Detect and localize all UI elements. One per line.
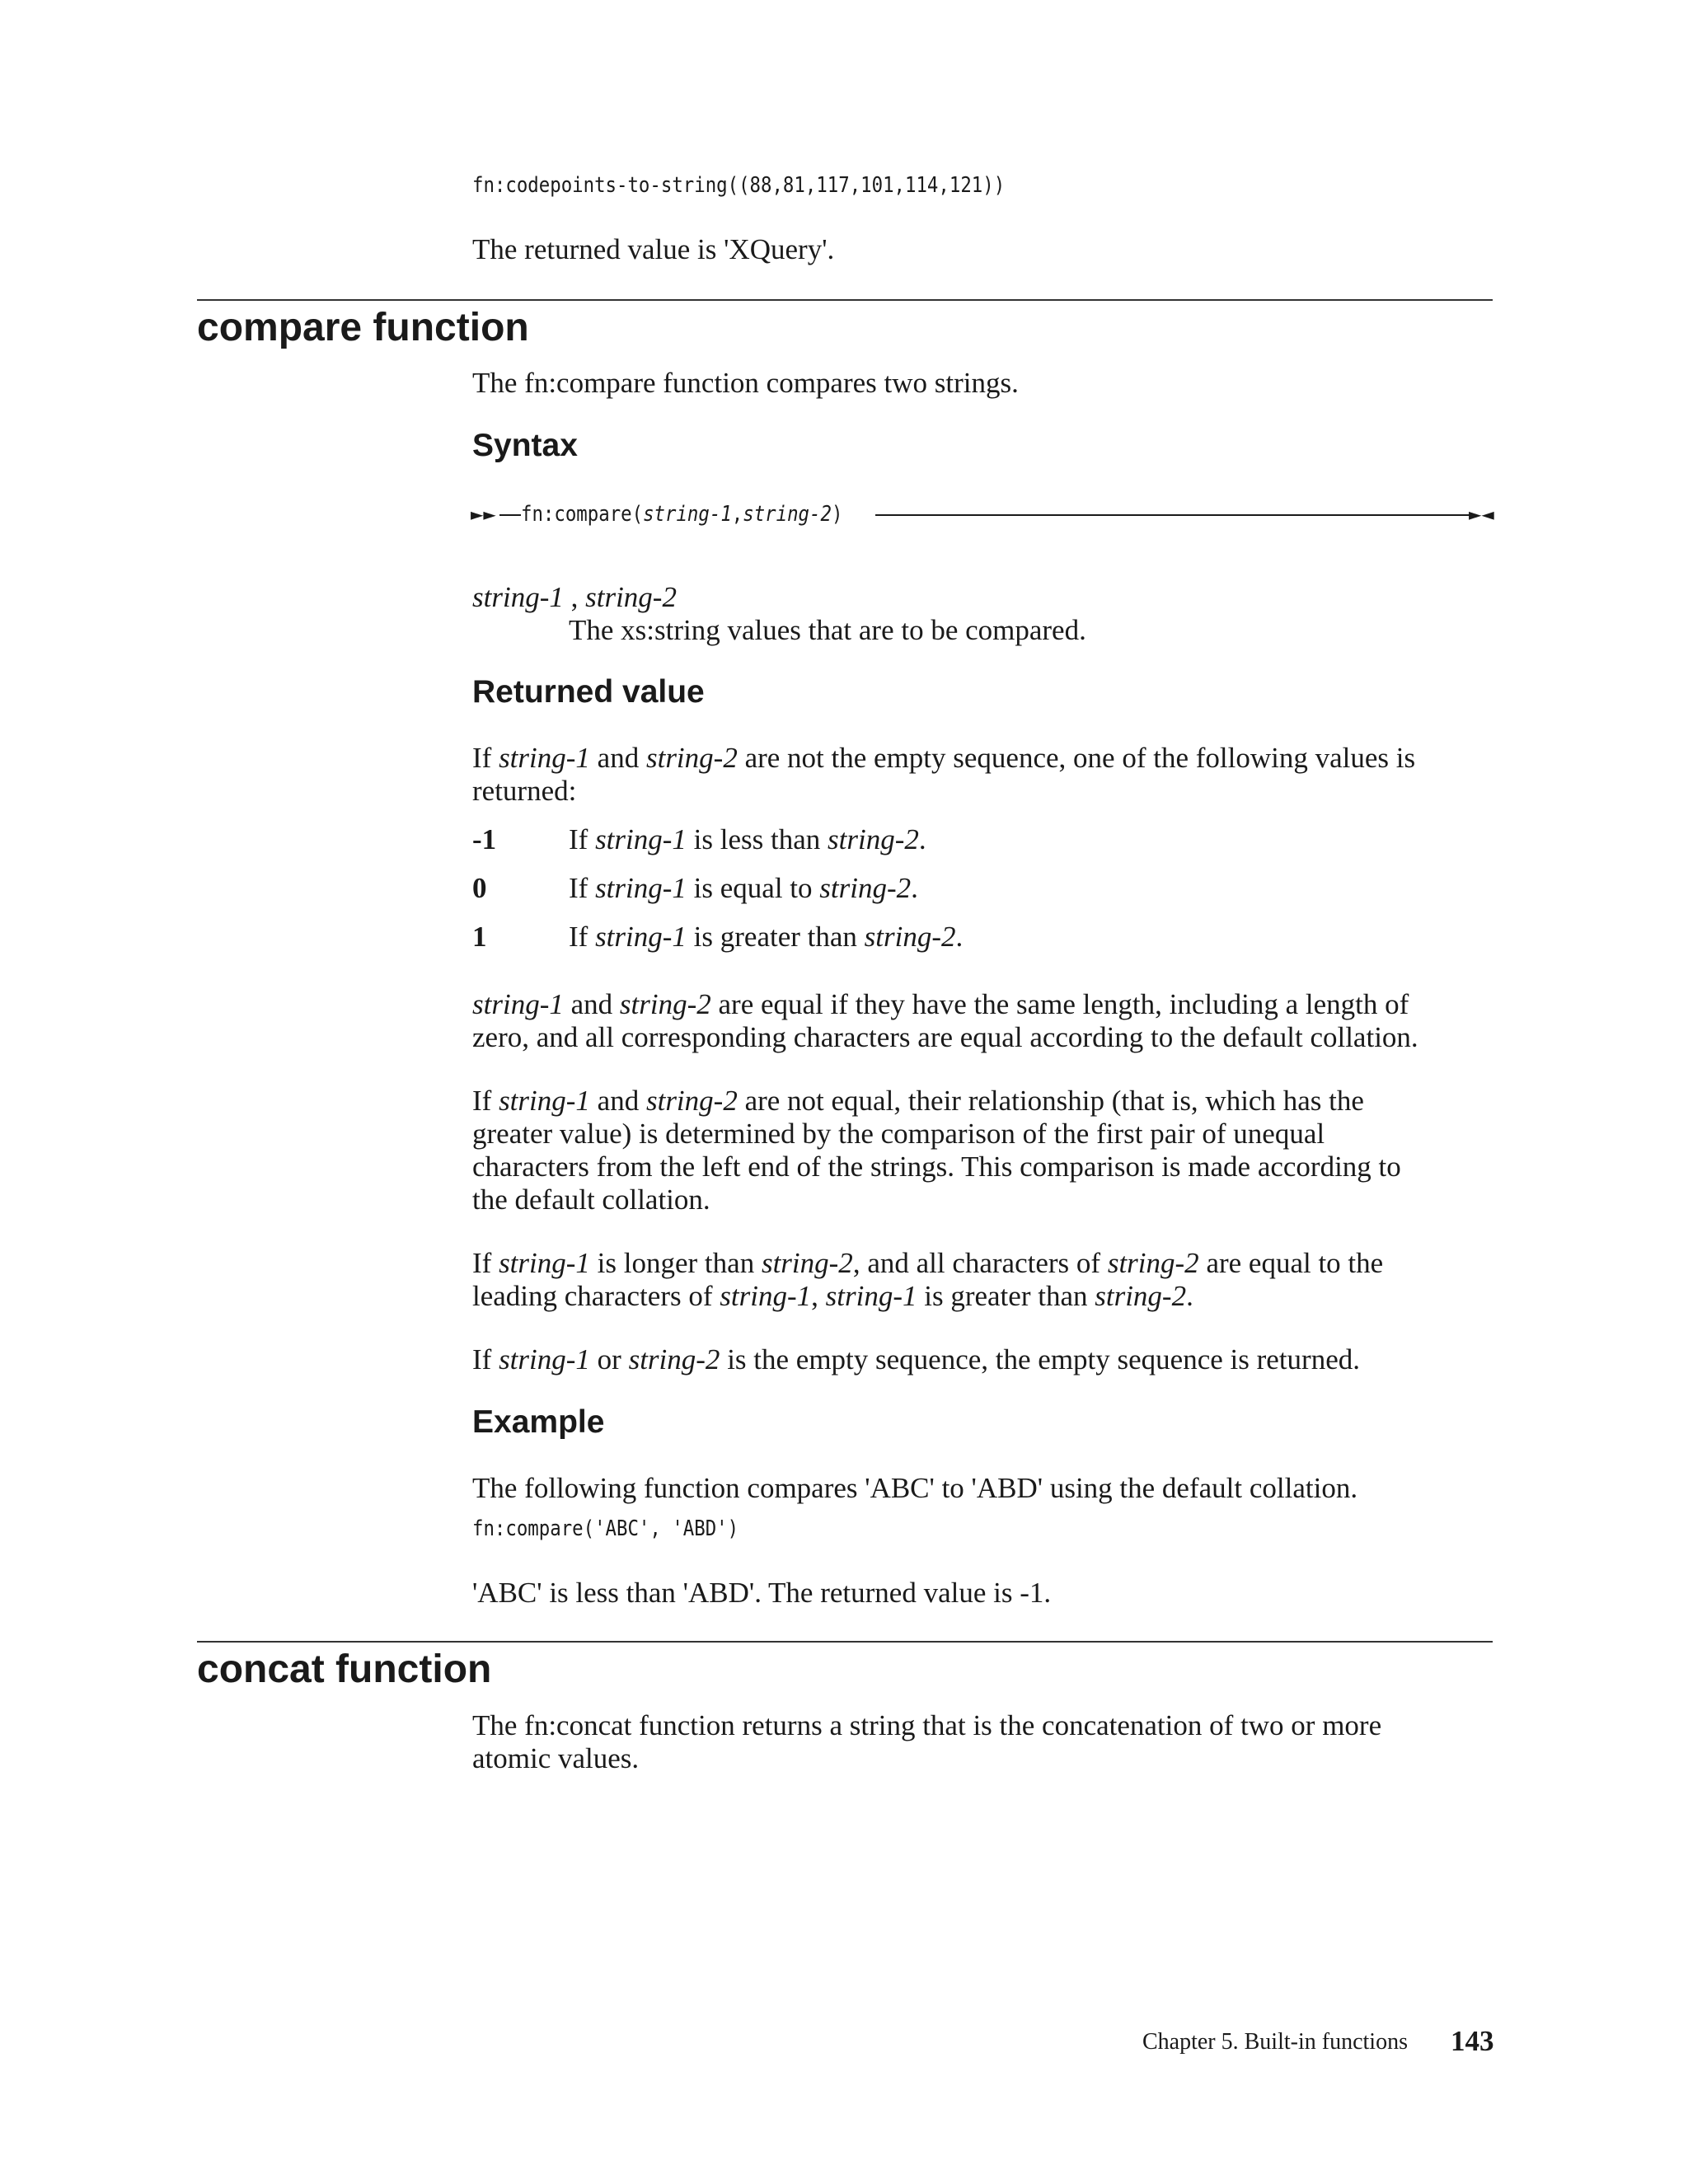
param-name: string-2 (585, 581, 677, 613)
text: is less than (686, 823, 828, 855)
paragraph (472, 1085, 1401, 1216)
term: string-1 (499, 1343, 590, 1376)
term: string-1 (472, 988, 564, 1020)
term: string-1 (499, 1085, 590, 1117)
text: . (911, 872, 918, 904)
text: If (472, 1085, 499, 1117)
paragraph: The returned value is 'XQuery'. (472, 233, 835, 265)
text: If (569, 921, 596, 953)
section-title: concat function (197, 1647, 492, 1691)
text: returned: (472, 775, 577, 807)
term: string-2 (1095, 1280, 1187, 1312)
text: If (472, 1247, 499, 1279)
paragraph: The fn:compare function compares two strings. (472, 367, 1019, 399)
term: string-1 (720, 1280, 812, 1312)
text: If (472, 1343, 499, 1376)
text: , and all characters of (852, 1247, 1108, 1279)
text: are equal to the (1198, 1247, 1384, 1279)
text: If (569, 823, 596, 855)
text: is greater than (686, 921, 865, 953)
list-item (569, 823, 926, 856)
paragraph (472, 742, 1415, 808)
param-name: string-1 (472, 581, 564, 613)
term: string-2 (819, 872, 912, 904)
text: the default collation. (472, 1183, 710, 1216)
paragraph (472, 1343, 1360, 1376)
term: string-2 (828, 823, 919, 855)
term: string-1 (595, 872, 687, 904)
paragraph (472, 988, 1418, 1054)
text: is greater than (917, 1280, 1095, 1312)
param-term (472, 581, 677, 614)
footer-chapter: Chapter 5. Built-in functions (1142, 2029, 1408, 2055)
term: string-1 (499, 742, 590, 774)
syntax-expression (521, 502, 842, 527)
subheading: Returned value (472, 674, 705, 710)
term: string-2 (761, 1247, 853, 1279)
syntax-paren: ) (831, 502, 843, 527)
syntax-comma: , (731, 502, 743, 527)
section-divider (197, 299, 1493, 301)
term: string-2 (628, 1343, 720, 1376)
term: string-1 (595, 823, 687, 855)
text: is the empty sequence, the empty sequence is returned. (720, 1343, 1360, 1376)
subheading: Example (472, 1404, 605, 1440)
param-description: The xs:string values that are to be compared. (569, 614, 1086, 646)
text: is equal to (686, 872, 820, 904)
list-term: 1 (472, 921, 487, 953)
text: is longer than (589, 1247, 762, 1279)
syntax-arg: string-2 (743, 502, 832, 527)
text: are not equal, their relationship (that is, which has the (737, 1085, 1364, 1117)
term: string-2 (645, 1085, 738, 1117)
code-sample: fn:codepoints-to-string((88,81,117,101,114,121)) (472, 173, 1006, 198)
text: zero, and all corresponding characters are equal according to the default collation. (472, 1021, 1418, 1053)
text: characters from the left end of the strings. This comparison is made according to (472, 1151, 1401, 1183)
section-divider (197, 1641, 1493, 1643)
term: string-2 (864, 921, 956, 953)
term: string-1 (499, 1247, 590, 1279)
text: The fn:concat function returns a string that is the concatenation of two or more (472, 1709, 1382, 1741)
list-term: 0 (472, 872, 487, 904)
text: greater value) is determined by the comparison of the first pair of unequal (472, 1118, 1325, 1150)
syntax-line (875, 514, 1470, 516)
syntax-function: fn:compare( (521, 502, 644, 527)
paragraph: 'ABC' is less than 'ABD'. The returned value is -1. (472, 1577, 1052, 1609)
section-title: compare function (197, 306, 529, 349)
paragraph (472, 1709, 1381, 1775)
syntax-arg: string-1 (643, 502, 732, 527)
param-separator: , (563, 581, 586, 613)
text: leading characters of (472, 1280, 720, 1312)
term: string-1 (595, 921, 687, 953)
list-item (569, 872, 918, 905)
text: If (569, 872, 596, 904)
text: are not the empty sequence, one of the following values is (737, 742, 1416, 774)
list-item (569, 921, 963, 954)
text: . (918, 823, 926, 855)
text: , (811, 1280, 826, 1312)
paragraph (472, 1247, 1383, 1313)
syntax-start-icon: ►► (471, 504, 496, 524)
subheading: Syntax (472, 428, 578, 463)
text: If (472, 742, 499, 774)
text: or (589, 1343, 629, 1376)
term: string-2 (1107, 1247, 1199, 1279)
text: . (955, 921, 964, 953)
syntax-line (499, 514, 521, 516)
syntax-end-icon: ►◄ (1469, 504, 1494, 524)
code-sample: fn:compare('ABC', 'ABD') (472, 1516, 739, 1541)
text: atomic values. (472, 1742, 640, 1774)
text: and (563, 988, 620, 1020)
page-number: 143 (1451, 2025, 1494, 2057)
text: are equal if they have the same length, including a length of (710, 988, 1409, 1020)
text: and (589, 742, 646, 774)
term: string-1 (825, 1280, 917, 1312)
text: . (1186, 1280, 1193, 1312)
paragraph: The following function compares 'ABC' to 'ABD' using the default collation. (472, 1472, 1358, 1504)
list-term: -1 (472, 823, 497, 855)
text: and (589, 1085, 646, 1117)
term: string-2 (645, 742, 738, 774)
term: string-2 (619, 988, 711, 1020)
